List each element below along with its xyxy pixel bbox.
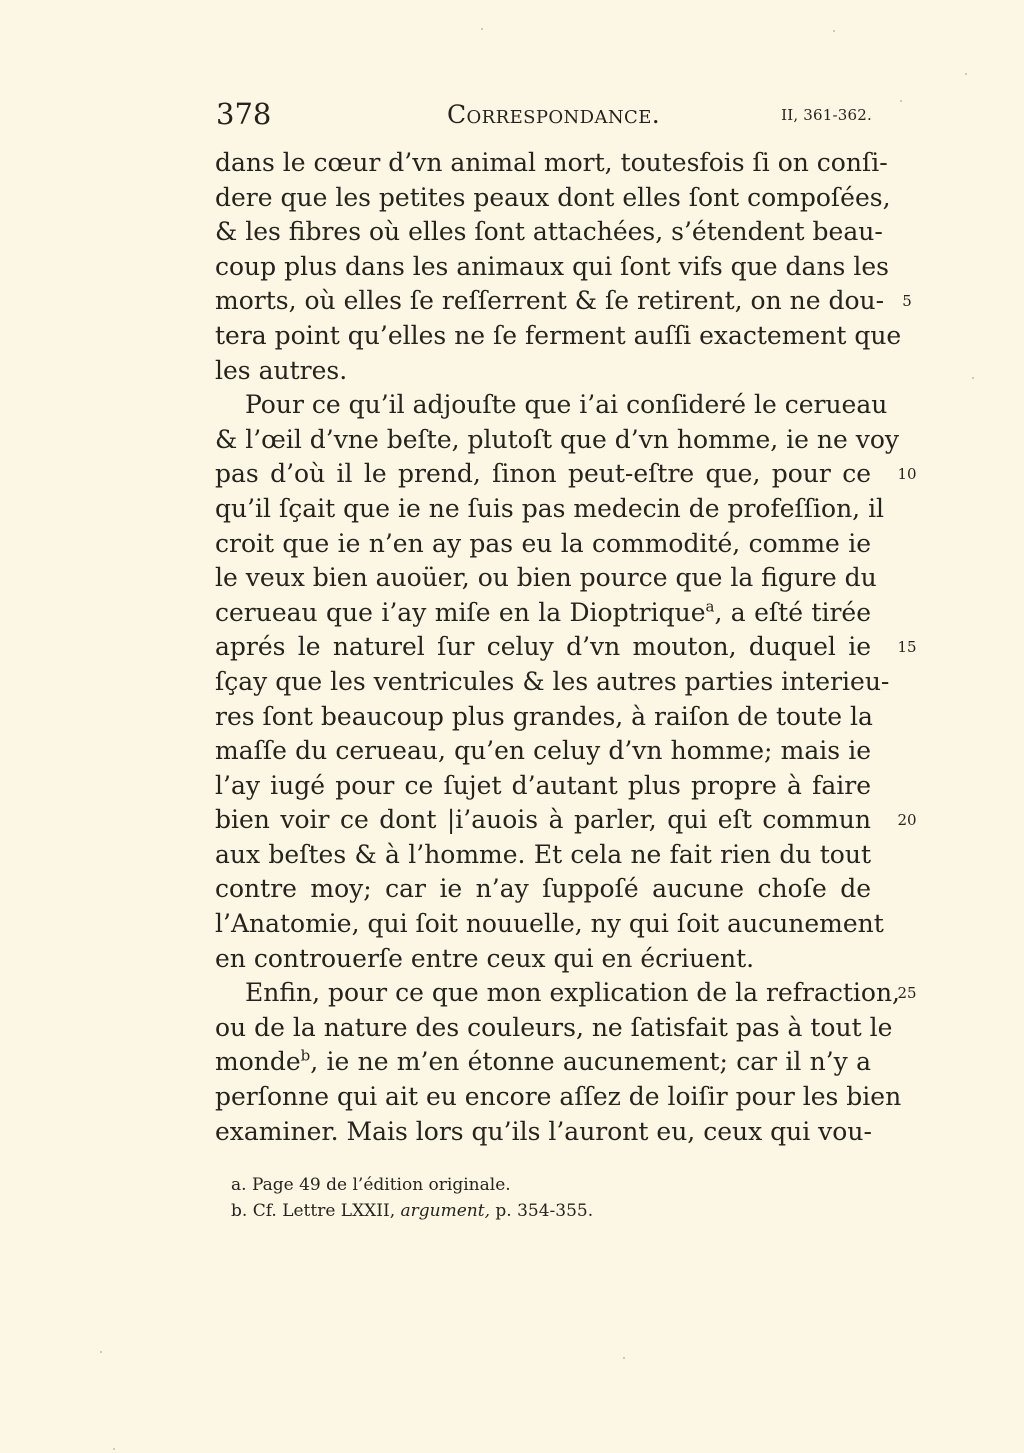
text-line: l’Anatomie, qui ſoit nouuelle, ny qui ſoit aucunement (215, 909, 884, 939)
running-head: Correspondance. (447, 100, 661, 129)
paper-speck (100, 1351, 102, 1353)
footnote-a: a. Page 49 de l’édition originale. (231, 1175, 511, 1195)
text-line: en controuerſe entre ceux qui en écriuent. (215, 943, 755, 973)
text-line: le veux bien auoüer, ou bien pource que la figure du (215, 563, 877, 593)
text-line: & l’œil d’vne beſte, plutoſt que d’vn homme, ie ne voy (215, 424, 900, 454)
paragraph-start: Pour ce qu’il adjouſte que i’ai conſideré le cerueau (245, 390, 888, 420)
line-number: 25 (897, 984, 917, 1003)
page-header (216, 96, 872, 136)
paragraph-start: Enfin, pour ce que mon explication de la refraction, 25 (215, 976, 871, 1011)
paper-speck (481, 28, 483, 30)
text-line: contre moy; car ie n’ay ſuppoſé aucune choſe de (215, 874, 871, 904)
text-line: ſçay que les ventricules & les autres parties interieu- (215, 666, 890, 696)
footnote-ref-b: b (300, 1047, 311, 1066)
line-number: 20 (897, 811, 917, 830)
text-line: aux beſtes & à l’homme. Et cela ne fait rien du tout (215, 839, 871, 869)
paper-speck (623, 1357, 625, 1359)
line-number: 15 (897, 638, 917, 657)
text-line: bien voir ce dont |i’auois à parler, qui eſt commun 20 (215, 803, 871, 838)
text-line: dere que les petites peaux dont elles ſont compoſées, (215, 182, 891, 212)
page-number: 378 (216, 97, 272, 131)
line-number: 10 (897, 465, 917, 484)
text-line: res ſont beaucoup plus grandes, à raiſon de toute la (215, 701, 873, 731)
text-line: pas d’où il le prend, ſinon peut-eſtre que, pour ce 10 (215, 457, 871, 492)
text-line: perſonne qui ait eu encore aſſez de loiſir pour les bien (215, 1082, 902, 1112)
text-line: cerueau que i’ay miſe en la Dioptrique$^a$, a eſté tirée (215, 597, 871, 627)
paper-speck (113, 1448, 115, 1450)
footnotes (231, 1172, 791, 1224)
text-line: tera point qu’elles ne ſe ferment auſſi exactement que (215, 320, 902, 350)
line-number: 5 (902, 292, 912, 311)
text-line: l’ay iugé pour ce ſujet d’autant plus propre à faire (215, 770, 871, 800)
text-line: croit que ie n’en ay pas eu la commodité, comme ie (215, 528, 871, 558)
page-reference: II, 361-362. (781, 106, 872, 124)
paper-speck (972, 377, 974, 379)
text-line: ou de la nature des couleurs, ne ſatisfait pas à tout le (215, 1012, 893, 1042)
body-text (215, 146, 917, 1149)
footnote-ref-a: a (705, 597, 715, 616)
paper-speck (900, 100, 902, 102)
paper-speck (965, 73, 967, 75)
text-line: qu’il ſçait que ie ne ſuis pas medecin de profeſſion, il (215, 493, 885, 523)
text-line: aprés le naturel ſur celuy d’vn mouton, duquel ie 15 (215, 630, 871, 665)
footnote-b: b. Cf. Lettre LXXII, argument, p. 354-355. (231, 1201, 594, 1221)
text-line: maſſe du cerueau, qu’en celuy d’vn homme; mais ie (215, 736, 871, 766)
text-line: & les fibres où elles ſont attachées, s’étendent beau- (215, 217, 883, 247)
text-line: dans le cœur d’vn animal mort, toutesfois ſi on conſi- (215, 148, 888, 177)
text-line: monde$^b$, ie ne m’en étonne aucunement; car il n’y a (215, 1047, 871, 1077)
text-line: morts, où elles ſe reſſerrent & ſe retirent, on ne dou- 5 (215, 284, 871, 319)
paper-speck (833, 30, 835, 32)
text-line: les autres. (215, 355, 348, 385)
text-line: examiner. Mais lors qu’ils l’auront eu, ceux qui vou- (215, 1116, 872, 1146)
text-line: coup plus dans les animaux qui ſont vifs que dans les (215, 251, 889, 281)
